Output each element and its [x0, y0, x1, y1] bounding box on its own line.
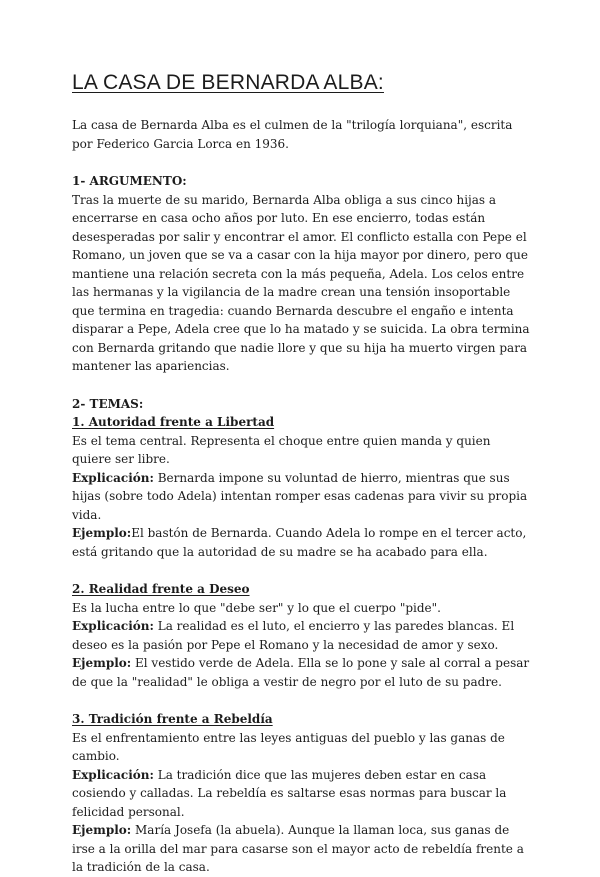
theme-explicacion-2 [72, 617, 530, 654]
explicacion-label: Explicación: [72, 470, 154, 485]
explicacion-text: Bernarda impone su voluntad de hierro, mientras que sus hijas (sobre todo Adela) intentan romper esas cadenas para vivir su propia vida. [72, 470, 528, 522]
explicacion-label: Explicación: [72, 767, 154, 782]
argumento-section [72, 172, 530, 376]
argumento-text: Tras la muerte de su marido, Bernarda Alba obliga a sus cinco hijas a encerrarse en casa ocho años por luto. En ese encierro, todas están desesperadas por salir y encontrar el amor. El conflicto estalla con Pepe el Romano, un joven que se va a casar con la hija mayor por dinero, pero que mantiene una relación secreta con la más pequeña, Adela. Los celos entre las hermanas y la vigilancia de la madre crean una tensión insoportable que termina en tragedia: cuando Bernarda descubre el engaño e intenta disparar a Pepe, Adela cree que lo ha matado y se suicida. La obra termina con Bernarda gritando que nadie llore y que su hija ha muerto virgen para mantener las apariencias. [72, 192, 530, 373]
document-title: LA CASA DE BERNARDA ALBA: [72, 71, 384, 94]
theme-description-1: Es el tema central. Representa el choque entre quien manda y quien quiere ser libre. [72, 433, 491, 466]
theme-block-3 [72, 710, 530, 877]
theme-title-3: 3. Tradición frente a Rebeldía [72, 712, 273, 726]
explicacion-text: La realidad es el luto, el encierro y las paredes blancas. El deseo es la pasión por Pepe el Romano y la necesidad de amor y sexo. [72, 619, 515, 652]
theme-description-2: Es la lucha entre lo que "debe ser" y lo que el cuerpo "pide". [72, 600, 441, 615]
theme-explicacion-1 [72, 469, 530, 525]
theme-title-1: 1. Autoridad frente a Libertad [72, 415, 275, 429]
theme-block-2 [72, 580, 530, 691]
theme-title-2: 2. Realidad frente a Deseo [72, 582, 250, 596]
theme-explicacion-3 [72, 766, 530, 822]
argumento-heading: 1- ARGUMENTO: [72, 174, 187, 188]
ejemplo-label: Ejemplo: [72, 823, 132, 837]
intro-paragraph: La casa de Bernarda Alba es el culmen de la "trilogía lorquiana", escrita por Federico Garcia Lorca en 1936. [72, 118, 513, 151]
ejemplo-text: María Josefa (la abuela). Aunque la llaman loca, sus ganas de irse a la orilla del mar para casarse son el mayor acto de rebeldía frente a la tradición de la casa. [72, 823, 524, 874]
theme-ejemplo-1 [72, 524, 530, 561]
theme-ejemplo-2 [72, 654, 530, 691]
ejemplo-text: El bastón de Bernarda. Cuando Adela lo rompe en el tercer acto, está gritando que la autoridad de su madre se ha acabado para ella. [72, 526, 527, 559]
theme-description-3: Es el enfrentamiento entre las leyes antiguas del pueblo y las ganas de cambio. [72, 730, 505, 763]
ejemplo-label: Ejemplo: [72, 526, 132, 540]
theme-ejemplo-3 [72, 821, 530, 877]
temas-heading: 2- TEMAS: [72, 396, 144, 411]
explicacion-label: Explicación: [72, 619, 154, 633]
ejemplo-label: Ejemplo: [72, 656, 132, 670]
explicacion-text: La tradición dice que las mujeres deben estar en casa cosiendo y calladas. La rebeldía es saltarse esas normas para buscar la felicidad personal. [72, 767, 507, 819]
ejemplo-text: El vestido verde de Adela. Ella se lo pone y sale al corral a pesar de que la "realidad" le obliga a vestir de negro por el luto de su padre. [72, 656, 530, 689]
theme-block-1 [72, 413, 530, 561]
